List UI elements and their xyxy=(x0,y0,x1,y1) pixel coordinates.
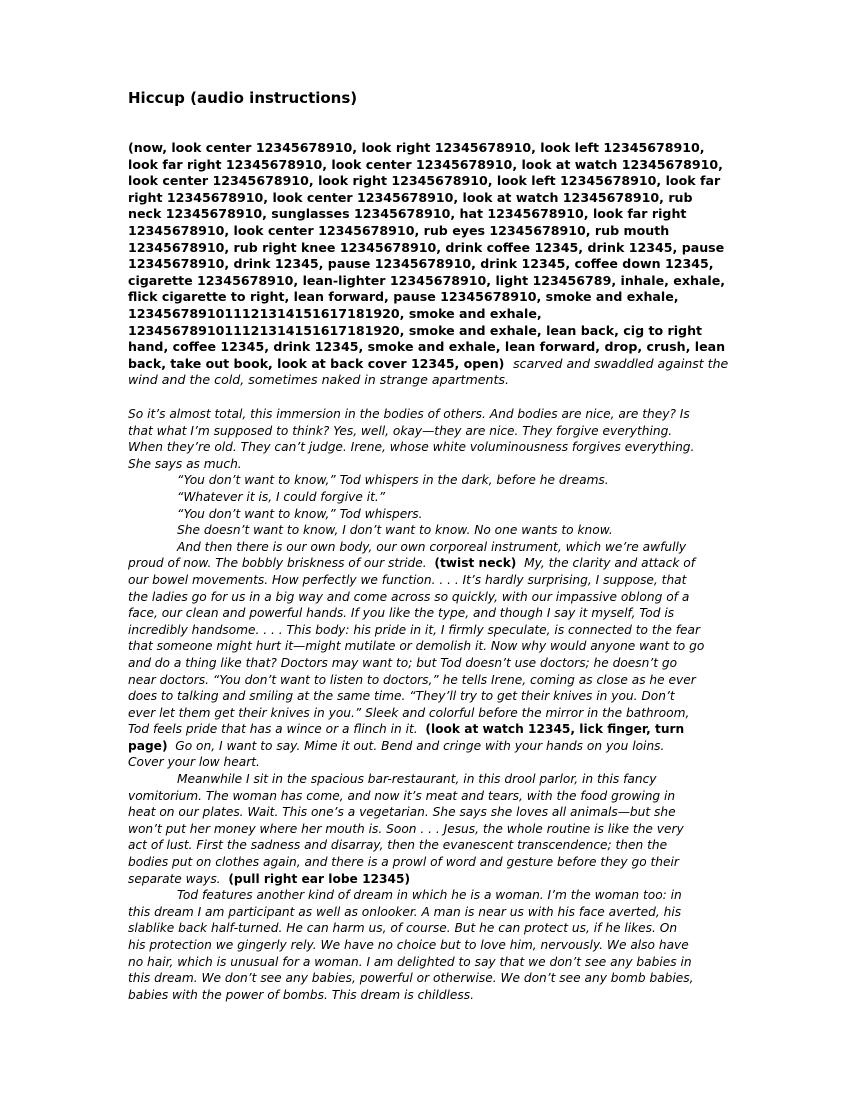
body-line: act of lust. First the sadness and disarray, then the evanescent transcendence; then the xyxy=(128,838,668,853)
stage-line: look center 12345678910, look right 12345678910, look left 12345678910, look far xyxy=(128,173,721,189)
stage-line: cigarette 12345678910, lean-lighter 12345678910, light 123456789, inhale, exhale, xyxy=(128,272,726,288)
stage-line: 12345678910, rub right knee 12345678910, drink coffee 12345, drink 12345, pause xyxy=(128,239,725,255)
stage-line: 12345678910, look center 12345678910, rub eyes 12345678910, rub mouth xyxy=(128,222,670,238)
body-line: And then there is our own body, our own corporeal instrument, which we’re awfully xyxy=(177,539,687,554)
body-line: does to talking and smiling at the same time. “They’ll try to get their knives in you. Don’t xyxy=(128,689,675,704)
stage-final-italic: scarved and swaddled against the xyxy=(513,355,729,371)
stage-line: hand, coffee 12345, drink 12345, smoke and exhale, lean forward, drop, crush, lean xyxy=(128,339,726,355)
stage-direction-inline: (pull right ear lobe 12345) xyxy=(228,871,411,886)
stage-line: look far right 12345678910, look center 12345678910, look at watch 12345678910, xyxy=(128,156,723,172)
stage-line: 1234567891011121314151617181920, smoke and exhale, lean back, cig to right xyxy=(128,322,703,338)
stage-direction-inline: (twist neck) xyxy=(434,556,517,571)
stage-tail-line: wind and the cold, sometimes naked in strange apartments. xyxy=(128,372,509,388)
stage-line: right 12345678910, look center 12345678910, look at watch 12345678910, rub xyxy=(128,189,693,205)
body-line-mixed xyxy=(128,738,728,755)
body-line: that someone might hurt it—might mutilate or demolish it. Now why would anyone want to go xyxy=(128,639,705,654)
stage-final-bold: back, take out book, look at back cover 12345, open) xyxy=(128,355,505,371)
body-line: Meanwhile I sit in the spacious bar-restaurant, in this drool parlor, in this fancy xyxy=(177,772,657,787)
stage-line: 1234567891011121314151617181920, smoke and exhale, xyxy=(128,305,542,321)
body-line: won’t put her money where her mouth is. Soon . . . Jesus, the whole routine is like the very xyxy=(128,821,684,836)
body-line: our bowel movements. How perfectly we function. . . . It’s hardly surprising, I suppose, that xyxy=(128,572,687,587)
stage-line: 12345678910, drink 12345, pause 12345678910, drink 12345, coffee down 12345, xyxy=(128,256,714,272)
body-line: Cover your low heart. xyxy=(128,755,260,770)
stage-directions xyxy=(128,140,728,389)
body-line: She says as much. xyxy=(128,456,242,471)
body-fragment: My, the clarity and attack of xyxy=(524,556,696,571)
body-line: ever let them get their knives in you.” Sleek and colorful before the mirror in the bathroom, xyxy=(128,705,690,720)
body-line-mixed xyxy=(128,871,728,888)
body-line: near doctors. “You don’t want to listen to doctors,” he tells Irene, coming as close as he ever xyxy=(128,672,696,687)
stage-line: neck 12345678910, sunglasses 12345678910, hat 12345678910, look far right xyxy=(128,206,687,222)
body-line: slablike back half-turned. He can harm us, of course. But he can protect us, if he likes. On xyxy=(128,921,678,936)
body-line: this dream I am participant as well as onlooker. A man is near us with his face averted, his xyxy=(128,904,682,919)
dialogue-line: “You don’t want to know,” Tod whispers. xyxy=(177,506,423,521)
stage-line: (now, look center 12345678910, look right 12345678910, look left 12345678910, xyxy=(128,140,705,155)
stage-direction-inline: page) xyxy=(128,738,168,753)
dialogue-line: “You don’t want to know,” Tod whispers in the dark, before he dreams. xyxy=(177,473,609,488)
body-line: no hair, which is unusual for a woman. I am delighted to say that we don’t see any babies in xyxy=(128,954,692,969)
body-line-mixed xyxy=(128,555,728,572)
body-line: this dream. We don’t see any babies, powerful or otherwise. We don’t see any bomb babies, xyxy=(128,971,694,986)
body-line: Tod features another kind of dream in which he is a woman. I’m the woman too: in xyxy=(177,888,682,903)
body-line: face, our clean and powerful hands. If you like the type, and though I say it myself, Tod is xyxy=(128,606,675,621)
body-fragment: separate ways. xyxy=(128,871,221,886)
body-line: and do a thing like that? Doctors may want to; but Tod doesn’t use doctors; he doesn’t go xyxy=(128,655,678,670)
body-line: incredibly handsome. . . . This body: his pride in it, I firmly speculate, is connected to the fear xyxy=(128,622,700,637)
body-line: the ladies go for us in a big way and come across so quickly, with our impassive oblong of a xyxy=(128,589,690,604)
dialogue-line: “Whatever it is, I could forgive it.” xyxy=(177,489,386,504)
body-line: babies with the power of bombs. This dream is childless. xyxy=(128,987,474,1002)
body-line: bodies put on clothes again, and there is a prowl of word and gesture before they go their xyxy=(128,855,679,870)
body-fragment: Go on, I want to say. Mime it out. Bend and cringe with your hands on you loins. xyxy=(175,738,665,753)
body-line: his protection we gingerly rely. We have no choice but to love him, nervously. We also have xyxy=(128,938,689,952)
dialogue-line: She doesn’t want to know, I don’t want to know. No one wants to know. xyxy=(177,523,613,538)
stage-line-last xyxy=(128,356,728,373)
stage-direction-inline: (look at watch 12345, lick finger, turn xyxy=(425,722,685,737)
body-line: heat on our plates. Wait. This one’s a vegetarian. She says she loves all animals—but she xyxy=(128,805,676,820)
body-text xyxy=(128,406,728,1003)
document-title: Hiccup (audio instructions) xyxy=(128,89,358,107)
body-line: When they’re old. They can’t judge. Irene, whose white voluminousness forgives everything. xyxy=(128,440,695,455)
body-line: that what I’m supposed to think? Yes, well, okay—they are nice. They forgive everything. xyxy=(128,423,673,438)
body-line: vomitorium. The woman has come, and now it’s meat and tears, with the food growing in xyxy=(128,788,676,803)
body-line-mixed xyxy=(128,721,728,738)
body-line: So it’s almost total, this immersion in the bodies of others. And bodies are nice, are they? Is xyxy=(128,407,690,421)
stage-line: flick cigarette to right, lean forward, pause 12345678910, smoke and exhale, xyxy=(128,289,679,305)
body-fragment: proud of now. The bobbly briskness of our stride. xyxy=(128,556,427,571)
body-fragment: Tod feels pride that has a wince or a flinch in it. xyxy=(128,722,418,737)
